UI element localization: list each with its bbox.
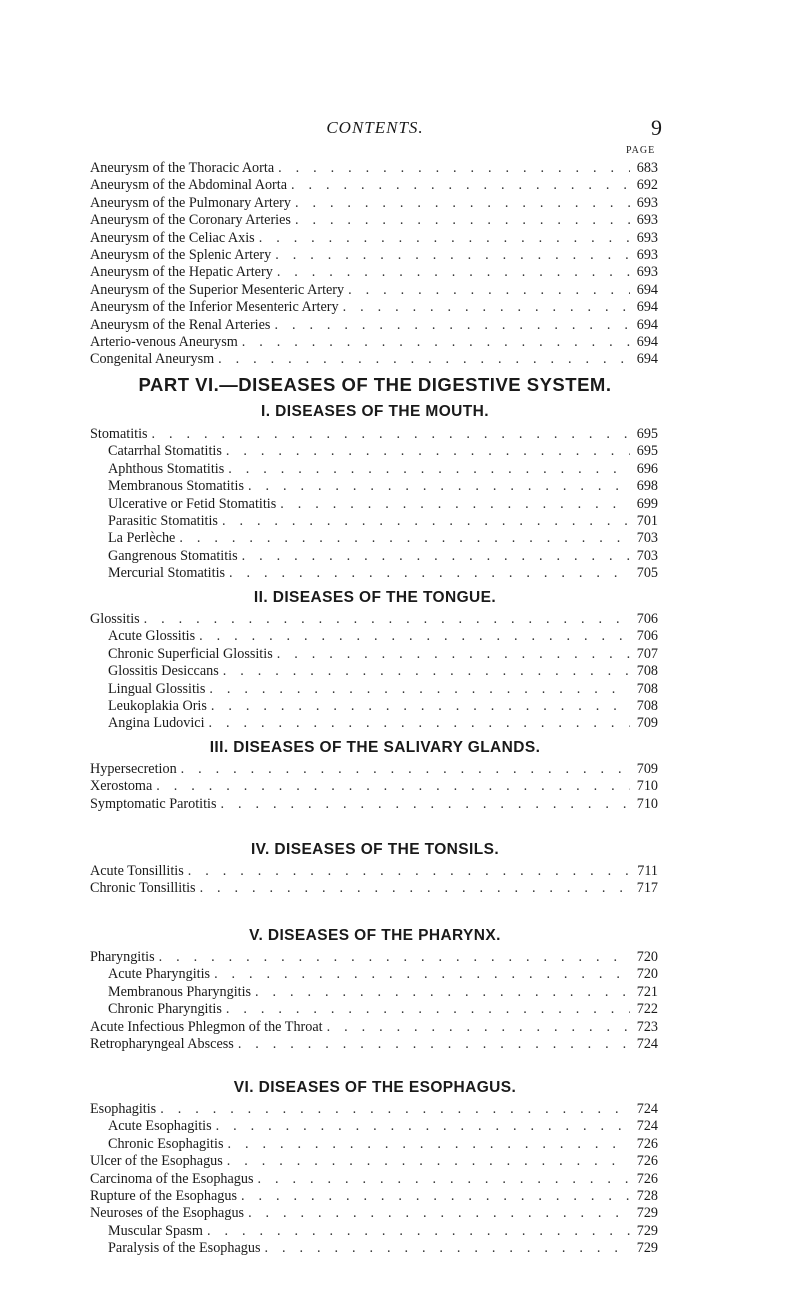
toc-entry-title: Acute Tonsillitis bbox=[90, 863, 184, 879]
dot-leader bbox=[179, 530, 630, 547]
dot-leader bbox=[274, 317, 630, 334]
dot-leader bbox=[152, 426, 630, 443]
toc-entry-page: 694 bbox=[636, 351, 658, 368]
toc-entry-title: Ulcer of the Esophagus bbox=[90, 1153, 223, 1170]
dot-leader bbox=[156, 778, 630, 795]
toc-entry-title: Chronic Pharyngitis bbox=[108, 1001, 222, 1018]
toc-entry bbox=[90, 160, 658, 177]
toc-entry bbox=[90, 949, 658, 966]
toc-entry-title: Leukoplakia Oris bbox=[108, 697, 207, 714]
toc-entry-page: 720 bbox=[636, 966, 658, 983]
toc-entry-page: 723 bbox=[636, 1018, 658, 1035]
toc-entry-title: Acute Glossitis bbox=[108, 628, 196, 645]
toc-entry-page: 706 bbox=[636, 611, 658, 627]
toc-entry bbox=[90, 1171, 658, 1188]
toc-entry-title: Mercurial Stomatitis bbox=[108, 565, 226, 582]
toc-entry bbox=[90, 177, 658, 194]
toc-entry-page: 724 bbox=[636, 1035, 658, 1052]
toc-entry-page: 706 bbox=[636, 628, 658, 645]
toc-entry-page: 721 bbox=[636, 983, 658, 1000]
toc-entry-title: Aneurysm of the Renal Arteries bbox=[90, 316, 271, 333]
section-heading-tonsils: IV. DISEASES OF THE TONSILS. bbox=[250, 841, 500, 858]
toc-entry bbox=[90, 611, 658, 628]
dot-leader bbox=[144, 611, 630, 628]
dot-leader bbox=[221, 796, 630, 813]
toc-entry-title: Acute Infectious Phlegmon of the Throat bbox=[90, 1018, 323, 1035]
toc-entry bbox=[90, 1240, 658, 1257]
dot-leader bbox=[228, 461, 630, 478]
dot-leader bbox=[200, 880, 630, 897]
dot-leader bbox=[291, 177, 630, 194]
dot-leader bbox=[199, 628, 630, 645]
toc-entry bbox=[90, 1188, 658, 1205]
toc-entry-page: 693 bbox=[636, 246, 658, 263]
toc-entry bbox=[90, 796, 658, 813]
dot-leader bbox=[248, 478, 630, 495]
toc-entry bbox=[90, 212, 658, 229]
toc-entry-title: Xerostoma bbox=[90, 778, 153, 795]
toc-entry bbox=[90, 513, 658, 530]
toc-entry-title: Aneurysm of the Abdominal Aorta bbox=[90, 177, 288, 194]
toc-entry bbox=[90, 478, 658, 495]
toc-entry-page: 724 bbox=[636, 1101, 658, 1117]
toc-entry-title: Aneurysm of the Pulmonary Artery bbox=[90, 194, 291, 211]
dot-leader bbox=[223, 663, 630, 680]
toc-entry-title: Neuroses of the Esophagus bbox=[90, 1205, 245, 1222]
toc-list-mouth bbox=[90, 426, 658, 583]
dot-leader bbox=[214, 966, 630, 983]
toc-entry-page: 703 bbox=[636, 547, 658, 564]
toc-entry bbox=[90, 778, 658, 795]
dot-leader bbox=[343, 299, 630, 316]
toc-entry-title: Glossitis bbox=[90, 611, 140, 627]
toc-entry bbox=[90, 282, 658, 299]
toc-entry bbox=[90, 880, 658, 897]
toc-entry-page: 698 bbox=[636, 478, 658, 495]
dot-leader bbox=[211, 698, 630, 715]
toc-entry bbox=[90, 1153, 658, 1170]
toc-entry-title: Muscular Spasm bbox=[108, 1222, 203, 1239]
toc-entry bbox=[90, 1136, 658, 1153]
toc-entry-page: 694 bbox=[636, 281, 658, 298]
toc-entry bbox=[90, 299, 658, 316]
toc-entry-page: 692 bbox=[636, 177, 658, 194]
dot-leader bbox=[209, 715, 630, 732]
toc-entry bbox=[90, 426, 658, 443]
toc-entry-page: 717 bbox=[636, 880, 658, 897]
toc-entry-title: Chronic Tonsillitis bbox=[90, 880, 196, 897]
dot-leader bbox=[227, 1136, 630, 1153]
toc-entry-title: Parasitic Stomatitis bbox=[108, 512, 218, 529]
toc-entry bbox=[90, 1036, 658, 1053]
toc-entry-page: 707 bbox=[636, 645, 658, 662]
dot-leader bbox=[248, 1205, 630, 1222]
toc-entry bbox=[90, 761, 658, 778]
toc-entry-title: Aneurysm of the Inferior Mesenteric Artery bbox=[90, 299, 339, 316]
toc-entry bbox=[90, 1118, 658, 1135]
toc-entry-page: 710 bbox=[636, 795, 658, 812]
toc-entry bbox=[90, 247, 658, 264]
toc-entry bbox=[90, 548, 658, 565]
toc-entry-page: 693 bbox=[636, 264, 658, 281]
dot-leader bbox=[238, 1036, 630, 1053]
toc-entry-title: Acute Pharyngitis bbox=[108, 966, 211, 983]
toc-entry bbox=[90, 698, 658, 715]
toc-entry-page: 705 bbox=[636, 565, 658, 582]
toc-entry-page: 694 bbox=[636, 333, 658, 350]
dot-leader bbox=[295, 212, 630, 229]
toc-entry-title: Aneurysm of the Splenic Artery bbox=[90, 246, 272, 263]
dot-leader bbox=[295, 195, 630, 212]
toc-entry-page: 703 bbox=[636, 530, 658, 547]
toc-entry-page: 709 bbox=[636, 761, 658, 777]
dot-leader bbox=[160, 1101, 630, 1118]
toc-entry-page: 720 bbox=[636, 949, 658, 965]
toc-entry-page: 699 bbox=[636, 495, 658, 512]
toc-entry-page: 729 bbox=[636, 1222, 658, 1239]
toc-entry-page: 708 bbox=[636, 697, 658, 714]
toc-entry-title: Esophagitis bbox=[90, 1101, 157, 1117]
dot-leader bbox=[181, 761, 630, 778]
section-heading-mouth: I. DISEASES OF THE MOUTH. bbox=[261, 403, 489, 420]
toc-entry-page: 726 bbox=[636, 1170, 658, 1187]
toc-entry-page: 709 bbox=[636, 715, 658, 732]
toc-list-pharynx bbox=[90, 949, 658, 1053]
toc-entry-page: 708 bbox=[636, 663, 658, 680]
toc-entry-title: Carcinoma of the Esophagus bbox=[90, 1170, 254, 1187]
dot-leader bbox=[265, 1240, 631, 1257]
toc-list-salivary-glands bbox=[90, 761, 658, 813]
toc-entry-title: Aneurysm of the Celiac Axis bbox=[90, 229, 255, 246]
toc-entry bbox=[90, 681, 658, 698]
toc-entry bbox=[90, 1205, 658, 1222]
toc-list-esophagus bbox=[90, 1101, 658, 1258]
toc-entry-title: Congenital Aneurysm bbox=[90, 351, 215, 368]
toc-entry-title: Aneurysm of the Hepatic Artery bbox=[90, 264, 273, 281]
dot-leader bbox=[218, 351, 630, 368]
page-column-label: PAGE bbox=[626, 145, 656, 156]
dot-leader bbox=[259, 230, 630, 247]
toc-entry bbox=[90, 530, 658, 547]
toc-entry-title: Chronic Esophagitis bbox=[108, 1135, 224, 1152]
toc-entry bbox=[90, 461, 658, 478]
running-title: CONTENTS. bbox=[326, 118, 424, 137]
toc-entry-page: 729 bbox=[636, 1205, 658, 1222]
toc-entry bbox=[90, 351, 658, 368]
dot-leader bbox=[209, 681, 630, 698]
toc-entry bbox=[90, 565, 658, 582]
toc-list-tonsils bbox=[90, 863, 658, 898]
dot-leader bbox=[275, 247, 630, 264]
toc-entry-title: Chronic Superficial Glossitis bbox=[108, 645, 273, 662]
dot-leader bbox=[207, 1223, 630, 1240]
toc-entry-title: Acute Esophagitis bbox=[108, 1118, 212, 1135]
toc-entry bbox=[90, 1001, 658, 1018]
dot-leader bbox=[226, 443, 630, 460]
dot-leader bbox=[280, 496, 630, 513]
toc-entry-title: Symptomatic Parotitis bbox=[90, 795, 217, 812]
toc-entry bbox=[90, 628, 658, 645]
toc-entry bbox=[90, 863, 658, 880]
dot-leader bbox=[227, 1153, 630, 1170]
toc-list-aneurysms bbox=[90, 160, 658, 369]
dot-leader bbox=[277, 264, 630, 281]
toc-entry-page: 701 bbox=[636, 512, 658, 529]
dot-leader bbox=[278, 160, 630, 177]
toc-entry-page: 695 bbox=[636, 426, 658, 442]
dot-leader bbox=[258, 1171, 630, 1188]
toc-entry-title: Aneurysm of the Thoracic Aorta bbox=[90, 160, 275, 176]
toc-entry-page: 722 bbox=[636, 1001, 658, 1018]
toc-entry-title: Aneurysm of the Superior Mesenteric Artery bbox=[90, 281, 345, 298]
toc-entry-title: Glossitis Desiccans bbox=[108, 663, 219, 680]
dot-leader bbox=[327, 1019, 630, 1036]
toc-entry-page: 726 bbox=[636, 1153, 658, 1170]
section-heading-salivary-glands: III. DISEASES OF THE SALIVARY GLANDS. bbox=[209, 739, 541, 756]
toc-entry bbox=[90, 646, 658, 663]
toc-entry-title: Membranous Stomatitis bbox=[108, 478, 244, 495]
toc-entry-page: 724 bbox=[636, 1118, 658, 1135]
toc-entry-page: 694 bbox=[636, 316, 658, 333]
toc-entry-title: Lingual Glossitis bbox=[108, 680, 206, 697]
toc-entry-title: Ulcerative or Fetid Stomatitis bbox=[108, 495, 277, 512]
toc-entry-page: 708 bbox=[636, 680, 658, 697]
toc-entry bbox=[90, 966, 658, 983]
part-heading: PART VI.—DISEASES OF THE DIGESTIVE SYSTEM. bbox=[138, 374, 612, 395]
toc-entry-title: La Perlèche bbox=[108, 530, 176, 547]
toc-entry-page: 693 bbox=[636, 194, 658, 211]
toc-entry-title: Angina Ludovici bbox=[108, 715, 205, 732]
toc-entry bbox=[90, 663, 658, 680]
dot-leader bbox=[242, 334, 630, 351]
toc-entry-page: 726 bbox=[636, 1135, 658, 1152]
toc-entry bbox=[90, 334, 658, 351]
page-header bbox=[90, 115, 662, 142]
toc-entry-title: Stomatitis bbox=[90, 426, 148, 442]
dot-leader bbox=[188, 863, 630, 880]
toc-entry-page: 693 bbox=[636, 212, 658, 229]
toc-entry-title: Aphthous Stomatitis bbox=[108, 460, 225, 477]
toc-entry bbox=[90, 1101, 658, 1118]
toc-list-tongue bbox=[90, 611, 658, 733]
section-heading-pharynx: V. DISEASES OF THE PHARYNX. bbox=[249, 927, 501, 944]
toc-entry-page: 694 bbox=[636, 299, 658, 316]
page-number: 9 bbox=[651, 115, 662, 140]
dot-leader bbox=[226, 1001, 630, 1018]
toc-entry-page: 695 bbox=[636, 443, 658, 460]
toc-entry bbox=[90, 443, 658, 460]
toc-entry bbox=[90, 715, 658, 732]
dot-leader bbox=[216, 1118, 630, 1135]
dot-leader bbox=[222, 513, 630, 530]
dot-leader bbox=[159, 949, 630, 966]
toc-entry-page: 710 bbox=[636, 778, 658, 795]
toc-entry-title: Hypersecretion bbox=[90, 761, 177, 777]
toc-entry-title: Membranous Pharyngitis bbox=[108, 983, 252, 1000]
toc-entry bbox=[90, 195, 658, 212]
section-heading-esophagus: VI. DISEASES OF THE ESOPHAGUS. bbox=[233, 1079, 517, 1096]
toc-entry-page: 729 bbox=[636, 1240, 658, 1257]
dot-leader bbox=[229, 565, 630, 582]
toc-entry-page: 693 bbox=[636, 229, 658, 246]
toc-entry bbox=[90, 1223, 658, 1240]
toc-entry-title: Catarrhal Stomatitis bbox=[108, 443, 222, 460]
toc-entry-title: Arterio-venous Aneurysm bbox=[90, 333, 238, 350]
toc-entry-title: Paralysis of the Esophagus bbox=[108, 1240, 261, 1257]
dot-leader bbox=[348, 282, 630, 299]
toc-entry bbox=[90, 984, 658, 1001]
toc-entry bbox=[90, 496, 658, 513]
toc-entry-title: Pharyngitis bbox=[90, 949, 155, 965]
dot-leader bbox=[277, 646, 630, 663]
toc-entry bbox=[90, 1019, 658, 1036]
section-heading-tongue: II. DISEASES OF THE TONGUE. bbox=[253, 589, 497, 606]
dot-leader bbox=[255, 984, 630, 1001]
toc-entry-title: Retropharyngeal Abscess bbox=[90, 1035, 234, 1052]
toc-entry-page: 683 bbox=[636, 160, 658, 176]
dot-leader bbox=[242, 548, 630, 565]
toc-entry bbox=[90, 317, 658, 334]
toc-entry-title: Gangrenous Stomatitis bbox=[108, 547, 238, 564]
dot-leader bbox=[241, 1188, 630, 1205]
toc-entry bbox=[90, 264, 658, 281]
toc-entry-title: Aneurysm of the Coronary Arteries bbox=[90, 212, 291, 229]
toc-entry-page: 696 bbox=[636, 460, 658, 477]
toc-entry-page: 728 bbox=[636, 1187, 658, 1204]
toc-entry-page: 711 bbox=[637, 863, 658, 879]
toc-entry-title: Rupture of the Esophagus bbox=[90, 1187, 237, 1204]
toc-entry bbox=[90, 230, 658, 247]
